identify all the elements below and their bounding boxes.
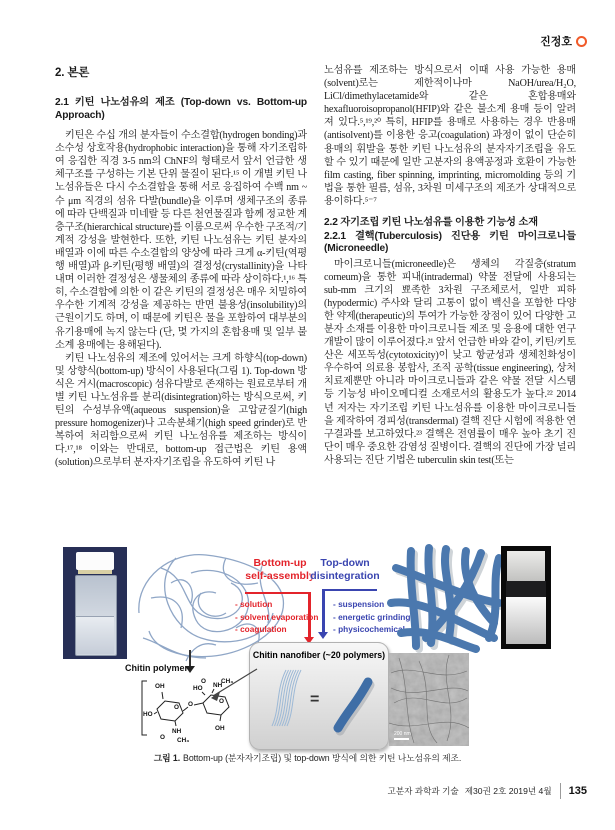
scale-bar-label: 200 nm bbox=[394, 731, 411, 737]
journal-issue: 제30권 2호 2019년 4월 bbox=[464, 786, 552, 796]
chem-label: CH₃ bbox=[221, 678, 234, 685]
bottom-up-item: - solvent evaporation bbox=[235, 611, 319, 622]
chem-label: NH bbox=[172, 728, 182, 735]
figure-caption-text: Bottom-up (분자자기조립) 및 top-down 방식에 의한 키틴 나노섬유의 제조. bbox=[183, 753, 462, 763]
chem-label: HO bbox=[143, 711, 153, 718]
paragraph: 마이크로니들(microneedle)은 생체의 각질층(stratum corneum)을 통한 피내(intradermal) 약물 전달에 사용되는 sub-mm 크기의 뾰족한 3차원 구조체로서, 일반 피하(hypodermic) 주사와 달리 고통이 없이 백신을 포함한 다양한 약제(therapeutic)의 투여가 가능한 장점이 있어 다양한 고분자 소재를 이용한 마이크로니들 제조 및 응용에 대한 연구개발이 많이 이루어졌다.²¹ 앞서 언급한 바와 같이, 키틴/키토산은 세포독성(cytotoxicity)이 낮고 항균성과 생체친화성이 우수하여 의료용 봉합사, 조직 공학(tissue engineering), 상처치료제뿐만 아니라 마이크로니들과 같은 약물 전달 시스템 등 기능성 바이오메디컬 소재로서의 활용도가 높다.²² 2014년 저자는 자기조립 키틴 나노섬유를 이용한 마이크로니들을 제작하여 경피성(transdermal) 결핵 진단 시험에 적용한 연구결과를 보고하였다.²³ 결핵은 전염률이 매우 높아 초기 진단이 매우 중요한 감염성 질병이다. 결핵의 진단에 가장 널리 사용되는 진단 기법은 tuberculin skin test(또는 bbox=[324, 258, 576, 466]
bottom-up-underline bbox=[245, 592, 311, 594]
chitin-polymer-label: Chitin polymer bbox=[125, 663, 189, 673]
paragraph: 키틴 나노섬유의 제조에 있어서는 크게 하향식(top-down) 및 상향식(bottom-up) 방식이 사용된다(그림 1). Top-down 방식은 거시(macroscopic) 섬유다발로 존재하는 원료로부터 개별 키틴 나노섬유를 분리(disintegration)하는 방식으로써, 키틴의 수성부유액(aqueous suspension)을 고압균질기(high pressure homogenizer)나 고속분쇄기(high speed grinder)로 반복하여 처리함으로써 키틴 나노섬유를 제조하는 방식이다.¹⁷,¹⁸ 이와는 반대로, bottom-up 접근법은 키틴 용액(solution)으로부터 분자자기조립을 유도하여 키틴 나 bbox=[55, 352, 307, 469]
equals-sign: = bbox=[310, 691, 320, 708]
bottom-up-item: - coagulation bbox=[235, 624, 287, 635]
polymer-arrow-line bbox=[189, 650, 191, 667]
paragraph: 노섬유를 제조하는 방식으로서 이때 사용 가능한 용매(solvent)로는 제한적이나마 NaOH/urea/H₂O, LiCl/dimethylacetamide와 같은 혼합용매와 hexafluoroisopropanol(HFIP)와 같은 불소계 용매 등이 알려져 있다.⁵,¹⁹,²⁰ 특히, HFIP를 용매로 사용하는 경우 반용매(antisolvent)를 이용한 응고(coagulation) 과정이 없이 단순히 용매의 휘발을 통한 키틴 나노섬유의 분자자기조립을 유도할 수 있기 때문에 일반 고분자의 용액공정과 호환이 가능한 film casting, fiber spinning, imprinting, micromolding 등의 기법을 통한 필름, 섬유, 3차원 미세구조의 제조가 상대적으로 용이하다.⁵⁻⁷ bbox=[324, 65, 576, 207]
vial-suspension bbox=[506, 597, 546, 644]
page-number: 135 bbox=[568, 785, 587, 797]
top-down-arrow-icon bbox=[318, 632, 328, 639]
bottom-up-title-line2: self-assembly bbox=[245, 569, 315, 582]
subsection-2-2-heading: 2.2 자기조립 키틴 나노섬유를 이용한 기능성 소재 bbox=[324, 217, 538, 229]
tem-micrograph bbox=[389, 653, 469, 746]
footer-divider bbox=[560, 783, 561, 799]
chem-label: OH bbox=[215, 725, 225, 732]
top-down-arrow-line bbox=[322, 589, 325, 633]
chem-label: CH₃ bbox=[177, 737, 190, 744]
vial-neck bbox=[507, 551, 545, 581]
top-down-title-line2: disintegration bbox=[310, 569, 380, 582]
scale-bar bbox=[394, 738, 409, 740]
vial-liquid bbox=[76, 616, 114, 654]
journal-name: 고분자 과학과 기술 bbox=[387, 786, 459, 796]
figure-caption bbox=[0, 751, 615, 764]
vial-cap bbox=[76, 552, 114, 570]
vial-dark-band bbox=[506, 581, 546, 597]
nanofiber-equivalence-drawing bbox=[250, 660, 386, 736]
figure-1 bbox=[55, 543, 576, 750]
paragraph: 키틴은 수십 개의 분자들이 수소결합(hydrogen bonding)과 소수성 상호작용(hydrophobic interaction)을 통해 자기조립하여 응집한 직경 3-5 nm의 ChNF의 형태로서 앞서 언급한 생체구조를 구성하는 기본 단위 물질이 된다.¹⁵ 이 개별 키틴 나노섬유들은 다시 수소결합을 통해 서로 응집하여 수백 nm ~ 수 μm 직경의 섬유 다발(bundle)을 이루며 생체구조의 종류에 따라 단백질과 미네랄 등 다른 천연물질과 함께 정교한 계층구조(hierarchical structure)를 이룸으로써 우수한 구조적/기계적 강성을 발현한다. 또한, 키틴 나노섬유는 키틴 분자의 배열과 이에 따른 수소결합의 양상에 따라 크게 α-키틴(역평행 배열)과 β-키틴(평행 배열)의 결정성(crystallinity)을 나타내며 이러한 결정성은 생물체의 종류에 따라 상이하다.¹,¹⁶ 특히, 수소결합에 의한 이 같은 키틴의 결정성은 매우 치밀하여 우수한 기계적 강성을 제공하는 반면 불용성(insolubility)의 근원이기도 하며, 이 때문에 키틴은 물을 포함하여 대부분의 유기용매에 녹지 않는다 (단, 몇 가지의 혼합용매 및 일부 불소계 용매에는 용해된다). bbox=[55, 130, 307, 351]
chem-label: O bbox=[201, 678, 206, 685]
author-header bbox=[540, 33, 587, 49]
bottom-up-title-line1: Bottom-up bbox=[253, 557, 307, 569]
chitin-nanofiber-box bbox=[249, 642, 389, 750]
chem-label: O bbox=[160, 734, 165, 741]
figure-caption-label: 그림 1. bbox=[153, 753, 181, 763]
chem-label: O bbox=[188, 701, 193, 708]
top-down-item: - suspension bbox=[333, 599, 385, 609]
top-down-title-line1: Top-down bbox=[320, 557, 370, 569]
top-down-underline bbox=[322, 589, 377, 591]
bottom-up-item: - solution bbox=[235, 599, 273, 609]
author-name: 진정호 bbox=[540, 36, 572, 48]
nanofiber-box-title: Chitin nanofiber (~20 polymers) bbox=[252, 650, 386, 660]
left-column bbox=[55, 64, 307, 470]
polymer-arrow-icon bbox=[185, 666, 195, 673]
chem-label: OH bbox=[155, 683, 165, 690]
subsection-2-2-1-heading: 2.2.1 결핵(Tuberculosis) 진단용 키틴 마이크로니들(Microneedle) bbox=[324, 230, 576, 255]
chem-label: HO bbox=[193, 685, 203, 692]
section-heading: 2. 본론 bbox=[55, 67, 90, 79]
top-down-item: - physicochemical bbox=[333, 624, 405, 635]
text-columns bbox=[55, 64, 576, 470]
subsection-2-1-heading: 2.1 키틴 나노섬유의 제조 (Top-down vs. Bottom-up Approach) bbox=[55, 97, 307, 121]
chem-label: NH bbox=[213, 682, 223, 689]
nanofiber-bundle-drawing bbox=[381, 543, 516, 655]
chem-label: O bbox=[174, 704, 179, 711]
bottom-up-item-list bbox=[235, 598, 318, 636]
chem-label: O bbox=[219, 698, 224, 705]
page-footer bbox=[388, 783, 587, 799]
top-down-item: - energetic grinding bbox=[333, 611, 411, 622]
right-column bbox=[324, 64, 576, 470]
orcid-icon bbox=[576, 36, 587, 47]
chitin-solution-photo bbox=[63, 547, 127, 659]
vial-cap-rim bbox=[78, 570, 112, 574]
nanofiber-suspension-photo bbox=[501, 546, 551, 649]
box-to-structure-arrow bbox=[203, 663, 261, 707]
